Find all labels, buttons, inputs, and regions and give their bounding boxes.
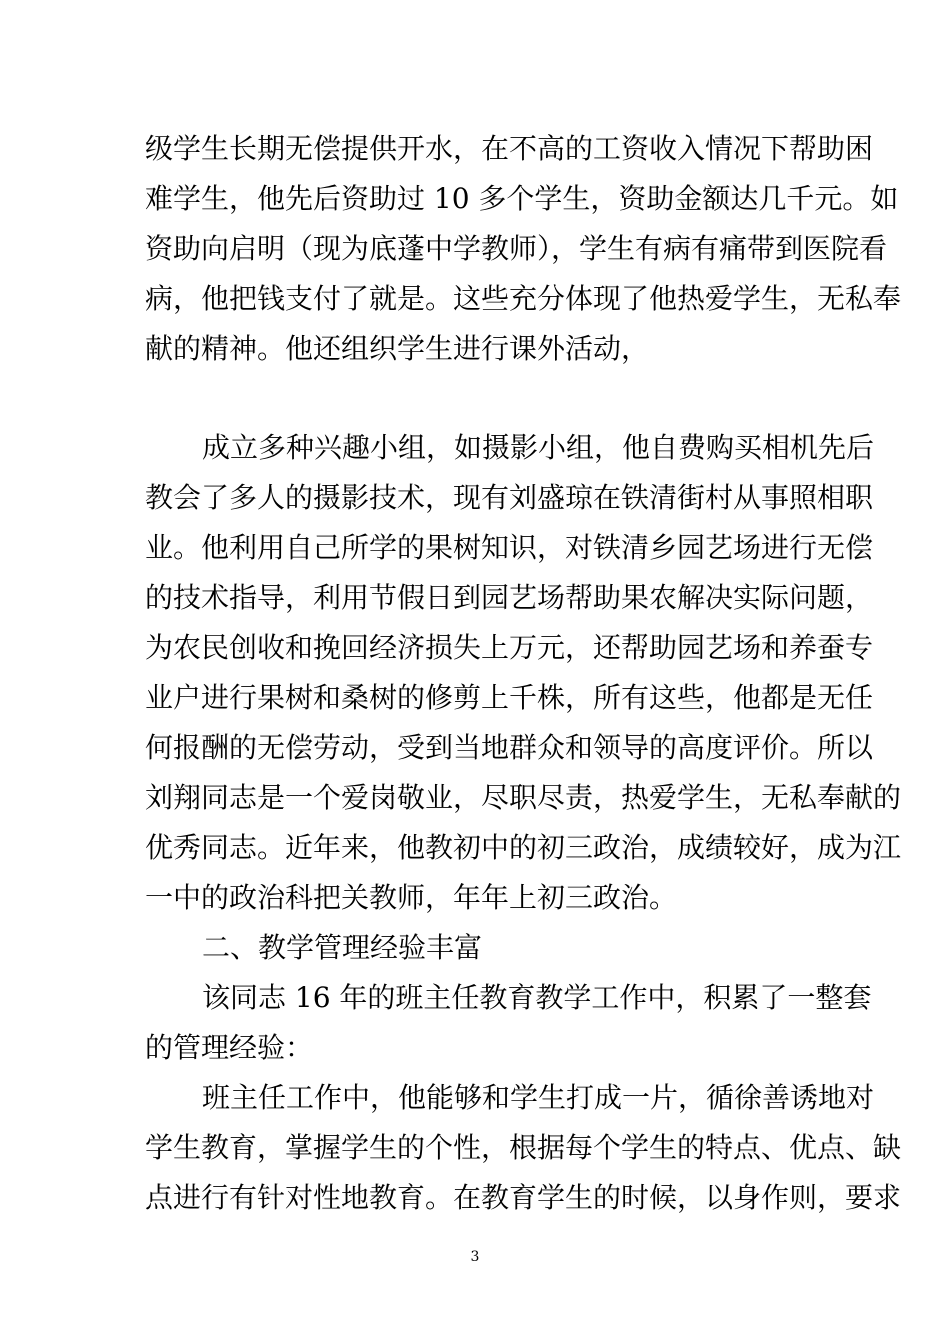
text-line: 一中的政治科把关教师，年年上初三政治。 bbox=[145, 881, 678, 914]
text-line: 点进行有针对性地教育。在教育学生的时候，以身作则，要求 bbox=[145, 1181, 902, 1214]
text-line: 病，他把钱支付了就是。这些充分体现了他热爱学生，无私奉 bbox=[145, 282, 902, 315]
paragraph-first-line: 该同志 16 年的班主任教育教学工作中，积累了一整套 bbox=[202, 981, 872, 1014]
text-line: 业户进行果树和桑树的修剪上千株，所有这些，他都是无任 bbox=[145, 681, 874, 714]
main-text-block bbox=[145, 423, 902, 1223]
paragraph-first-line: 成立多种兴趣小组，如摄影小组，他自费购买相机先后 bbox=[202, 431, 875, 464]
text-line: 教会了多人的摄影技术，现有刘盛琼在铁清街村从事照相职 bbox=[145, 481, 874, 514]
text-line: 为农民创收和挽回经济损失上万元，还帮助园艺场和养蚕专 bbox=[145, 631, 874, 664]
paragraph-continuation bbox=[145, 124, 902, 374]
text-line: 学生教育，掌握学生的个性，根据每个学生的特点、优点、缺 bbox=[145, 1131, 902, 1164]
text-line: 业。他利用自己所学的果树知识，对铁清乡园艺场进行无偿 bbox=[145, 531, 874, 564]
text-line: 级学生长期无偿提供开水，在不高的工资收入情况下帮助困 bbox=[145, 132, 874, 165]
text-line: 何报酬的无偿劳动，受到当地群众和领导的高度评价。所以 bbox=[145, 731, 874, 764]
text-line: 的管理经验： bbox=[145, 1031, 314, 1064]
page-number: 3 bbox=[470, 1249, 480, 1265]
text-line: 资助向启明（现为底蓬中学教师），学生有病有痛带到医院看 bbox=[145, 232, 888, 265]
paragraph-first-line: 班主任工作中，他能够和学生打成一片，循徐善诱地对 bbox=[202, 1081, 875, 1114]
text-line: 的技术指导，利用节假日到园艺场帮助果农解决实际问题， bbox=[145, 581, 874, 614]
text-line: 难学生，他先后资助过 10 多个学生，资助金额达几千元。如 bbox=[145, 182, 899, 215]
section-heading: 二、教学管理经验丰富 bbox=[202, 931, 483, 964]
text-line: 献的精神。他还组织学生进行课外活动， bbox=[145, 332, 650, 365]
text-line: 优秀同志。近年来，他教初中的初三政治，成绩较好，成为江 bbox=[145, 831, 902, 864]
text-line: 刘翔同志是一个爱岗敬业，尽职尽责，热爱学生，无私奉献的 bbox=[145, 781, 902, 814]
